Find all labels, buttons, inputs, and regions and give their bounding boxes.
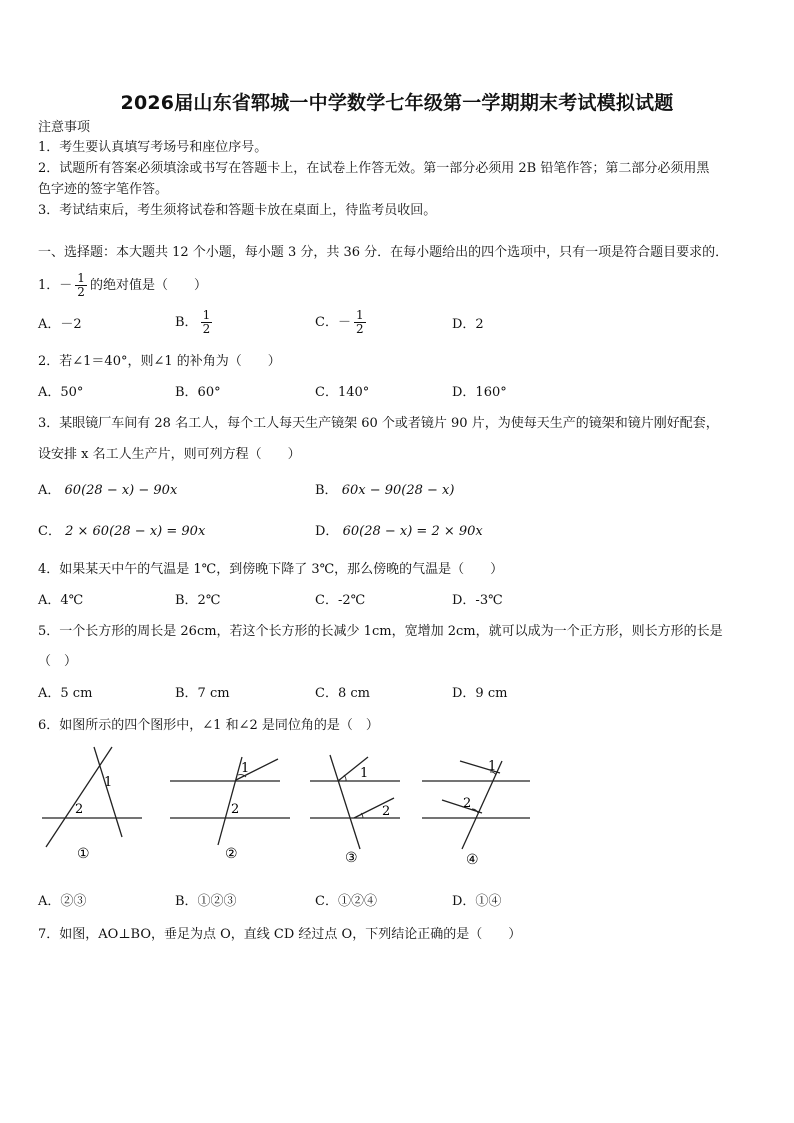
notice-item-1: 1．考生要认真填写考场号和座位序号。 bbox=[38, 140, 268, 155]
question-3-stem-cont: 设安排 x 名工人生产片，则可列方程（ ） bbox=[38, 447, 301, 462]
q4-option-a: A．4℃ bbox=[38, 593, 84, 608]
notice-item-3: 3．考试结束后，考生须将试卷和答题卡放在桌面上，待监考员收回。 bbox=[38, 203, 437, 218]
line bbox=[218, 757, 242, 845]
q5-option-b: B．7 cm bbox=[175, 686, 230, 701]
angle-2-label: 2 bbox=[463, 796, 472, 811]
angle-2-label: 2 bbox=[231, 802, 240, 817]
q5-option-d: D．9 cm bbox=[452, 686, 508, 701]
question-3-stem: 3．某眼镜厂车间有 28 名工人，每个工人每天生产镜架 60 个或者镜片 90 片，为使每天生产的镜架和镜片刚好配套， bbox=[38, 416, 719, 431]
question-2-stem: 2．若∠1＝40°，则∠1 的补角为（ ） bbox=[38, 354, 281, 369]
q2-option-a: A．50° bbox=[38, 385, 84, 400]
q2-option-c: C．140° bbox=[315, 385, 370, 400]
question-6-stem: 6．如图所示的四个图形中，∠1 和∠2 是同位角的是（ ） bbox=[38, 718, 379, 733]
figure-label: ④ bbox=[466, 852, 479, 865]
q2-option-d: D．160° bbox=[452, 385, 507, 400]
figure-label: ③ bbox=[345, 850, 358, 865]
angle-1-label: 1 bbox=[104, 775, 113, 790]
q1-option-d: D．2 bbox=[452, 317, 484, 332]
q1-option-b: B． $\frac{1}{2}$ bbox=[175, 308, 211, 336]
line bbox=[442, 800, 482, 813]
q6-option-c: C．①②④ bbox=[315, 894, 377, 909]
angle-arc bbox=[344, 775, 346, 781]
q6-option-a: A．②③ bbox=[38, 894, 87, 909]
question-7-stem: 7．如图，AO⊥BO，垂足为点 O，直线 CD 经过点 O，下列结论正确的是（ ） bbox=[38, 927, 522, 942]
q3-option-c: C． 2 × 60(28 − x) = 90x bbox=[38, 524, 206, 539]
figure-1 bbox=[40, 745, 145, 865]
line bbox=[94, 747, 122, 837]
figure-3 bbox=[308, 745, 408, 865]
question-5-stem: 5．一个长方形的周长是 26cm，若这个长方形的长减少 1cm，宽增加 2cm，就可以成为一个正方形，则长方形的长是 bbox=[38, 624, 723, 639]
q6-option-d: D．①④ bbox=[452, 894, 502, 909]
figure-4 bbox=[420, 745, 535, 865]
q1-option-c: C．－ $\frac{1}{2}$ bbox=[315, 308, 364, 336]
q2-option-b: B．60° bbox=[175, 385, 221, 400]
notice-item-2: 2．试题所有答案必须填涂或书写在答题卡上，在试卷上作答无效。第一部分必须用 2B 铅笔作答；第二部分必须用黑 bbox=[38, 161, 710, 176]
q3-option-b: B． 60x − 90(28 − x) bbox=[315, 483, 455, 498]
q6-option-b: B．①②③ bbox=[175, 894, 237, 909]
question-4-stem: 4．如果某天中午的气温是 1℃，到傍晚下降了 3℃，那么傍晚的气温是（ ） bbox=[38, 562, 504, 577]
q4-option-d: D．-3℃ bbox=[452, 593, 503, 608]
q3-option-a: A． 60(28 − x) − 90x bbox=[38, 483, 178, 498]
line bbox=[46, 747, 112, 847]
angle-1-label: 1 bbox=[488, 759, 497, 774]
fraction: $\frac{1}{2}$ bbox=[77, 271, 85, 299]
notice-heading: 注意事项 bbox=[38, 120, 91, 135]
q4-option-c: C．-2℃ bbox=[315, 593, 366, 608]
angle-1-label: 1 bbox=[241, 761, 250, 776]
question-5-stem-cont: （ ） bbox=[38, 654, 78, 669]
question-1-stem: 1．－ $\frac{1}{2}$ 的绝对值是（ ） bbox=[38, 271, 207, 299]
q4-option-b: B．2℃ bbox=[175, 593, 221, 608]
angle-1-label: 1 bbox=[360, 766, 369, 781]
q1-option-a: A．－2 bbox=[38, 317, 82, 332]
line bbox=[330, 755, 360, 849]
q3-option-d: D． 60(28 − x) = 2 × 90x bbox=[315, 524, 483, 539]
q5-option-a: A．5 cm bbox=[38, 686, 93, 701]
figure-label: ① bbox=[77, 846, 90, 862]
q5-option-c: C．8 cm bbox=[315, 686, 370, 701]
angle-2-label: 2 bbox=[75, 802, 84, 817]
section-heading: 一、选择题：本大题共 12 个小题，每小题 3 分，共 36 分．在每小题给出的四个选项中，只有一项是符合题目要求的． bbox=[38, 245, 729, 260]
notice-item-2-cont: 色字迹的签字笔作答。 bbox=[38, 182, 169, 197]
figure-2 bbox=[168, 745, 293, 865]
page-title: 2026届山东省郓城一中学数学七年级第一学期期末考试模拟试题 bbox=[120, 92, 674, 114]
angle-2-label: 2 bbox=[382, 804, 391, 819]
figure-label: ② bbox=[225, 846, 238, 862]
